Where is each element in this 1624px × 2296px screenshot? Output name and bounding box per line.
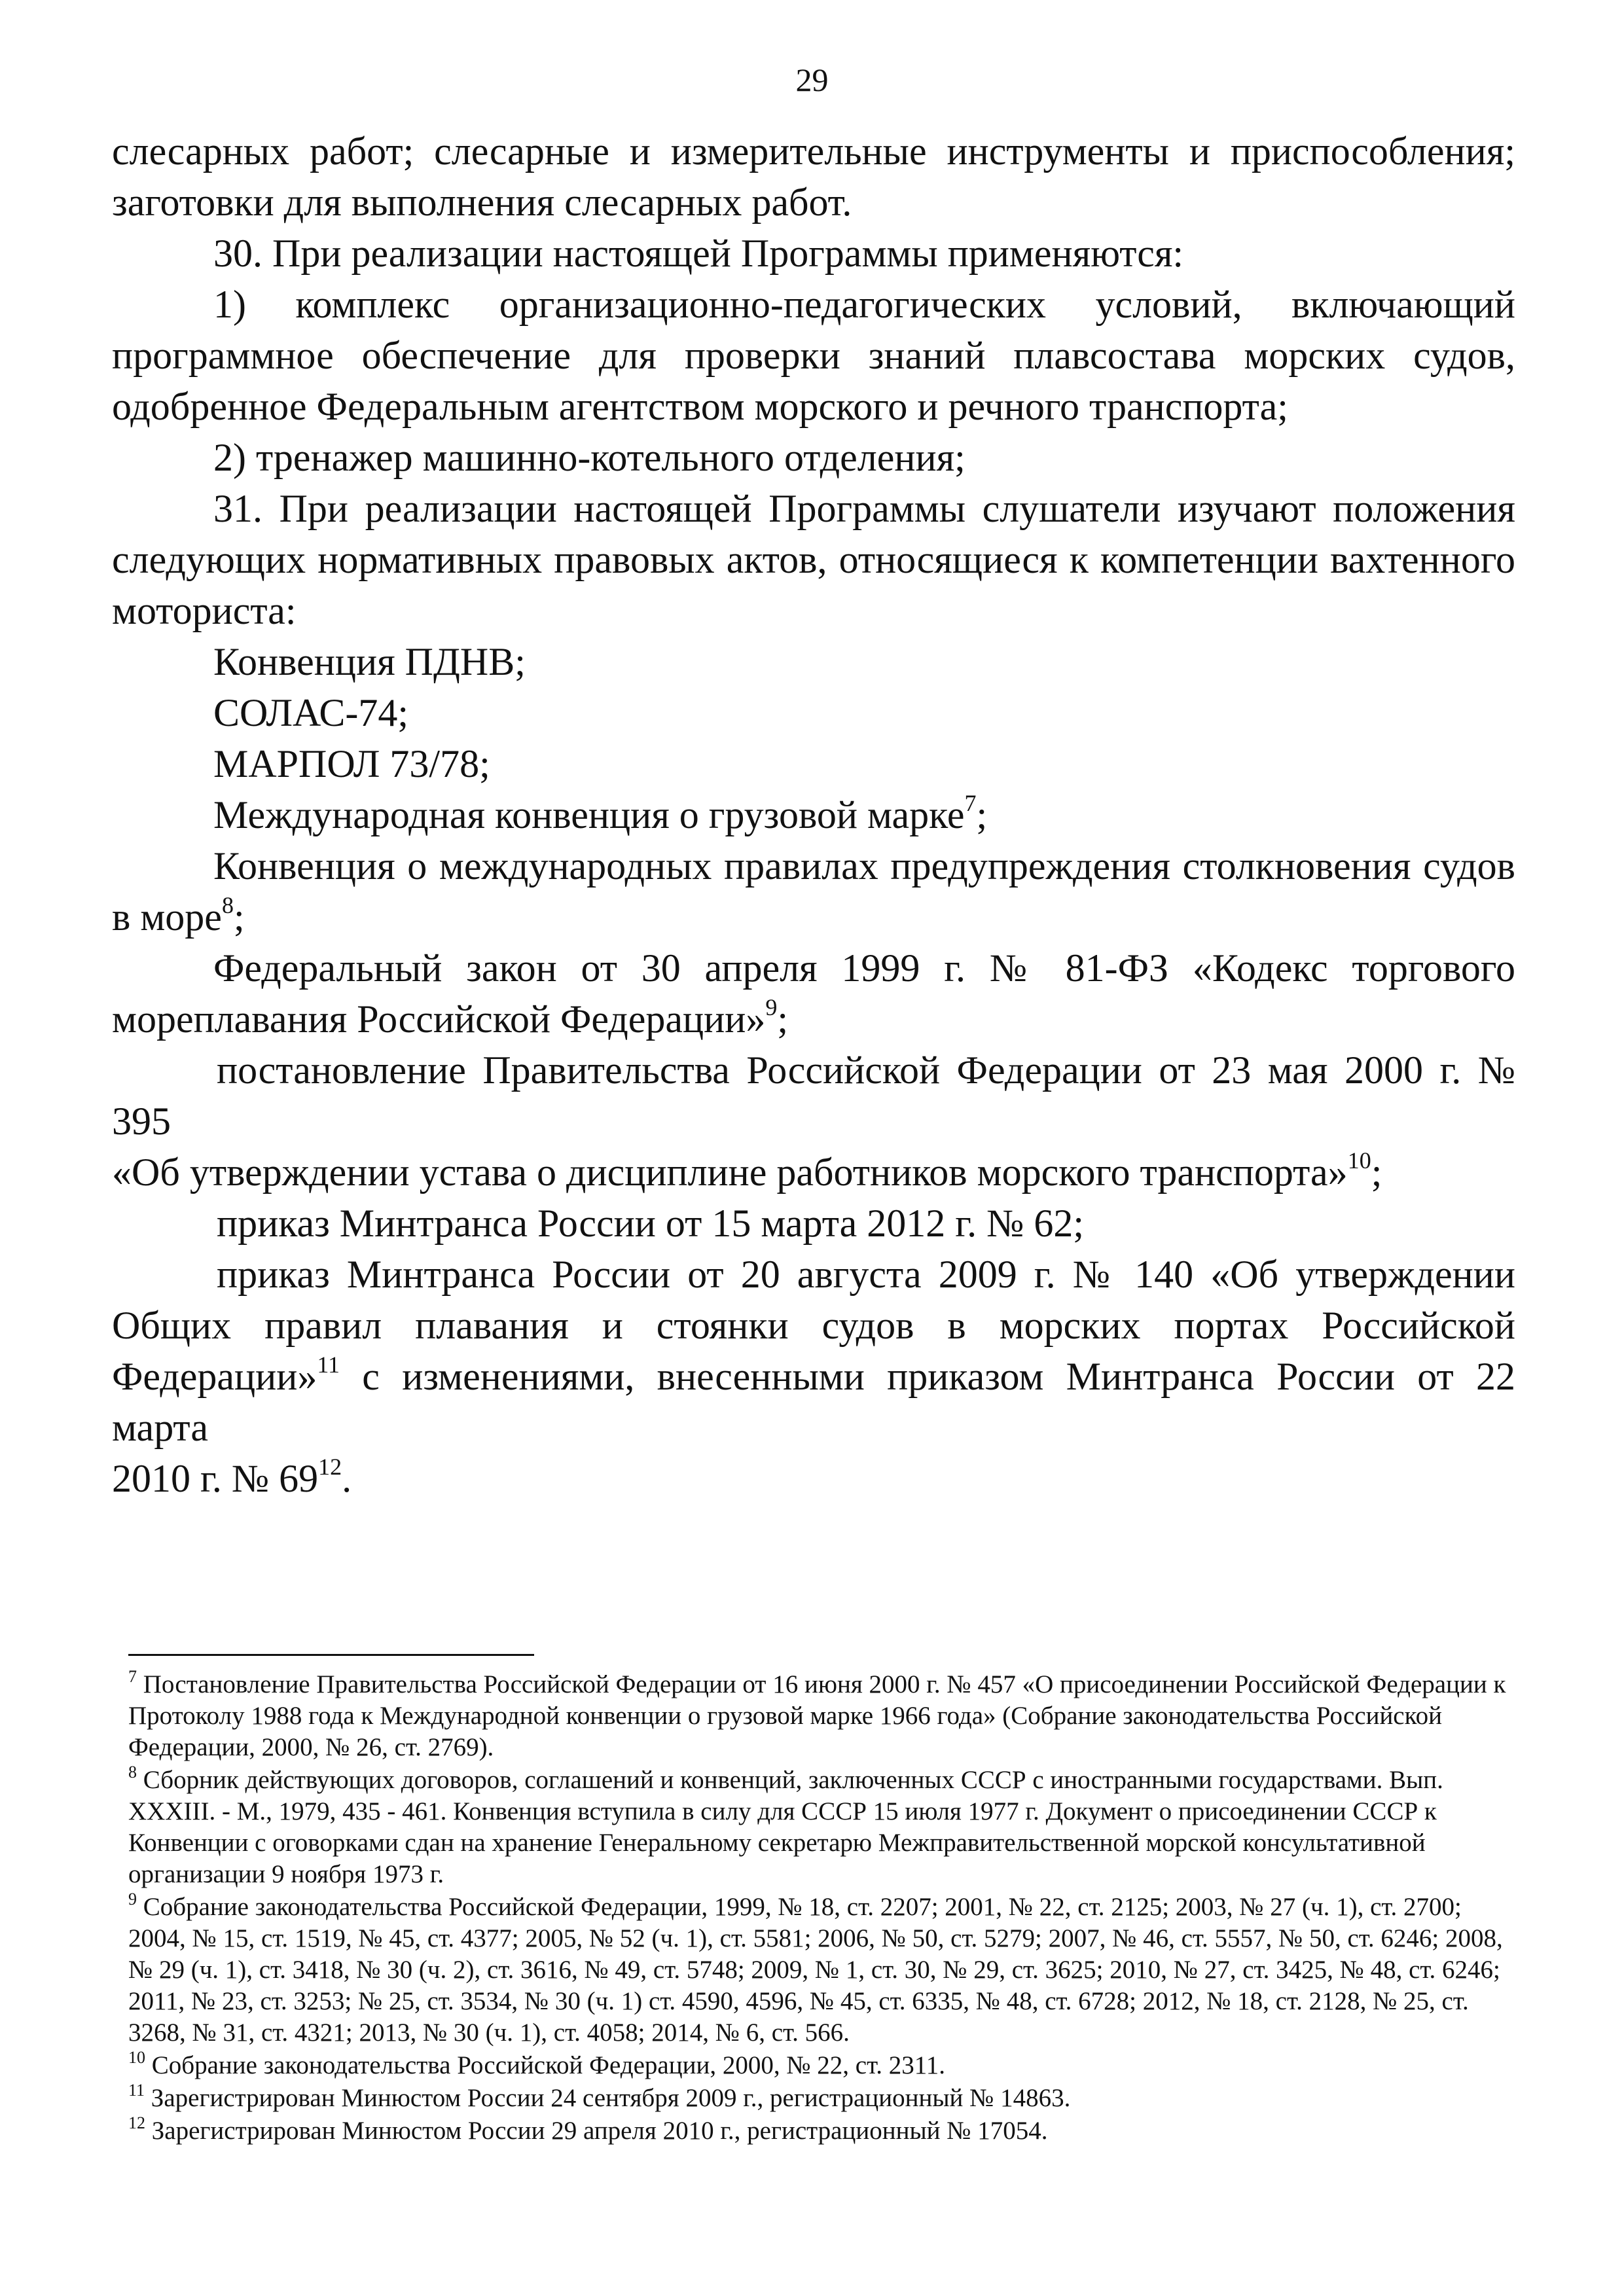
list-item: [112, 789, 1515, 840]
item-text: мореплавания Российской Федерации»: [112, 997, 766, 1041]
footnote: [128, 1669, 1513, 1763]
footnote-number: 9: [128, 1890, 137, 1909]
item-text: с изменениями, внесенными приказом Минтранса России от 22 марта: [112, 1355, 1515, 1449]
paragraph-line: [112, 1351, 1515, 1453]
list-item: Конвенция о международных правилах предупреждения столкновения судов: [213, 844, 1515, 888]
item-punct: .: [342, 1457, 352, 1500]
page-number: 29: [795, 62, 829, 98]
paragraph-line: одобренное Федеральным агентством морского и речного транспорта;: [112, 385, 1288, 428]
footnote-text: Зарегистрирован Минюстом России 24 сентября 2009 г., регистрационный № 14863.: [145, 2084, 1071, 2112]
item-text: в море: [112, 895, 222, 939]
clause-31: 31. При реализации настоящей Программы слушатели изучают положения: [213, 487, 1515, 530]
item-text: «Об утверждении устава о дисциплине работников морского транспорта»: [112, 1151, 1348, 1194]
item-text: Федерации»: [112, 1355, 317, 1398]
paragraph-line: [112, 994, 1515, 1045]
footnote-ref: 10: [1347, 1147, 1371, 1174]
item-punct: ;: [233, 895, 245, 939]
paragraph-line: моториста:: [112, 589, 297, 632]
item-text: Международная конвенция о грузовой марке: [213, 793, 965, 836]
footnote-number: 10: [128, 2048, 145, 2067]
item-punct: ;: [777, 997, 788, 1041]
paragraph-line: [112, 1453, 1515, 1504]
footnote: [128, 2050, 1513, 2081]
footnote: [128, 2083, 1513, 2114]
footnote-text: Собрание законодательства Российской Федерации, 1999, № 18, ст. 2207; 2001, № 22, ст. 2125; 2003, № 27 (ч. 1), ст. 2700; 2004, № 15, ст. 1519, № 45, ст. 4377; 2005, № 52 (ч. 1), ст. 5581; 2006, № 50, ст. 5279; 2007, № 46, ст. 5557, № 50, ст. 6246; 2008, № 29 (ч. 1), ст. 3418, № 30 (ч. 2), ст. 3616, № 49, ст. 5748; 2009, № 1, ст. 30, № 29, ст. 3625; 2010, № 27, ст. 3425, № 48, ст. 6246; 2011, № 23, ст. 3253; № 25, ст. 3534, № 30 (ч. 1) ст. 4590, 4596, № 45, ст. 6335, № 48, ст. 6728; 2012, № 18, ст. 2128, № 25, ст. 3268, № 31, ст. 4321; 2013, № 30 (ч. 1), ст. 4058; 2014, № 6, ст. 566.: [128, 1893, 1503, 2047]
list-item: Федеральный закон от 30 апреля 1999 г. № 81-ФЗ «Кодекс торгового: [213, 946, 1515, 990]
footnote-number: 8: [128, 1763, 137, 1782]
list-item: Конвенция ПДНВ;: [213, 640, 526, 683]
footnote-ref: 11: [317, 1352, 340, 1378]
footnote-separator: [128, 1654, 534, 1656]
footnote-text: Сборник действующих договоров, соглашений и конвенций, заключенных СССР с иностранными государствами. Вып. XXXIII. - М., 1979, 435 - 461. Конвенция вступила в силу для СССР 15 июля 1977 г. Документ о присоединении СССР к Конвенции с оговорками сдан на хранение Генеральному секретарю Межправительственной морской консультативной организации 9 ноября 1973 г.: [128, 1766, 1443, 1888]
footnote-ref: 8: [221, 892, 234, 918]
paragraph-line: [112, 1147, 1515, 1198]
footnote-text: Зарегистрирован Минюстом России 29 апреля 2010 г., регистрационный № 17054.: [145, 2117, 1048, 2145]
paragraph-line: Общих правил плавания и стоянки судов в морских портах Российской: [112, 1304, 1515, 1347]
paragraph-line: [112, 891, 1515, 942]
footnote-number: 7: [128, 1667, 137, 1686]
list-item: СОЛАС-74;: [213, 691, 409, 734]
footnote-ref: 12: [318, 1454, 342, 1480]
paragraph-line: следующих нормативных правовых актов, относящиеся к компетенции вахтенного: [112, 538, 1515, 581]
footnote-text: Постановление Правительства Российской Федерации от 16 июня 2000 г. № 457 «О присоединении Российской Федерации к Протоколу 1988 года к Международной конвенции о грузовой марке 1966 года» (Собрание законодательства Российской Федерации, 2000, № 26, ст. 2769).: [128, 1670, 1506, 1761]
item-punct: ;: [976, 793, 988, 836]
list-item: МАРПОЛ 73/78;: [213, 742, 490, 785]
footnote-ref: 7: [964, 790, 977, 816]
list-item: постановление Правительства Российской Федерации от 23 мая 2000 г. № 395: [112, 1049, 1515, 1143]
footnote-text: Собрание законодательства Российской Федерации, 2000, № 22, ст. 2311.: [145, 2051, 946, 2079]
list-item: приказ Минтранса России от 20 августа 2009 г. № 140 «Об утверждении: [217, 1253, 1515, 1296]
main-text: [112, 126, 1515, 1504]
item-punct: ;: [1371, 1151, 1382, 1194]
footnote-number: 12: [128, 2113, 145, 2132]
footnotes: [128, 1669, 1513, 2148]
paragraph-line: 1) комплекс организационно-педагогических условий, включающий: [213, 283, 1515, 326]
footnote-ref: 9: [765, 994, 778, 1020]
item-text: 2010 г. № 69: [112, 1457, 319, 1500]
list-item: приказ Минтранса России от 15 марта 2012 г. № 62;: [217, 1202, 1085, 1245]
footnote: [128, 1892, 1513, 2049]
clause-30: 30. При реализации настоящей Программы применяются:: [213, 232, 1184, 275]
list-item: 2) тренажер машинно-котельного отделения;: [213, 436, 965, 479]
paragraph-line: слесарных работ; слесарные и измерительные инструменты и приспособления;: [112, 130, 1515, 173]
footnote: [128, 1765, 1513, 1890]
paragraph-line: программное обеспечение для проверки знаний плавсостава морских судов,: [112, 334, 1515, 377]
footnote-number: 11: [128, 2081, 145, 2100]
paragraph-line: заготовки для выполнения слесарных работ.: [112, 181, 852, 224]
footnote: [128, 2115, 1513, 2147]
